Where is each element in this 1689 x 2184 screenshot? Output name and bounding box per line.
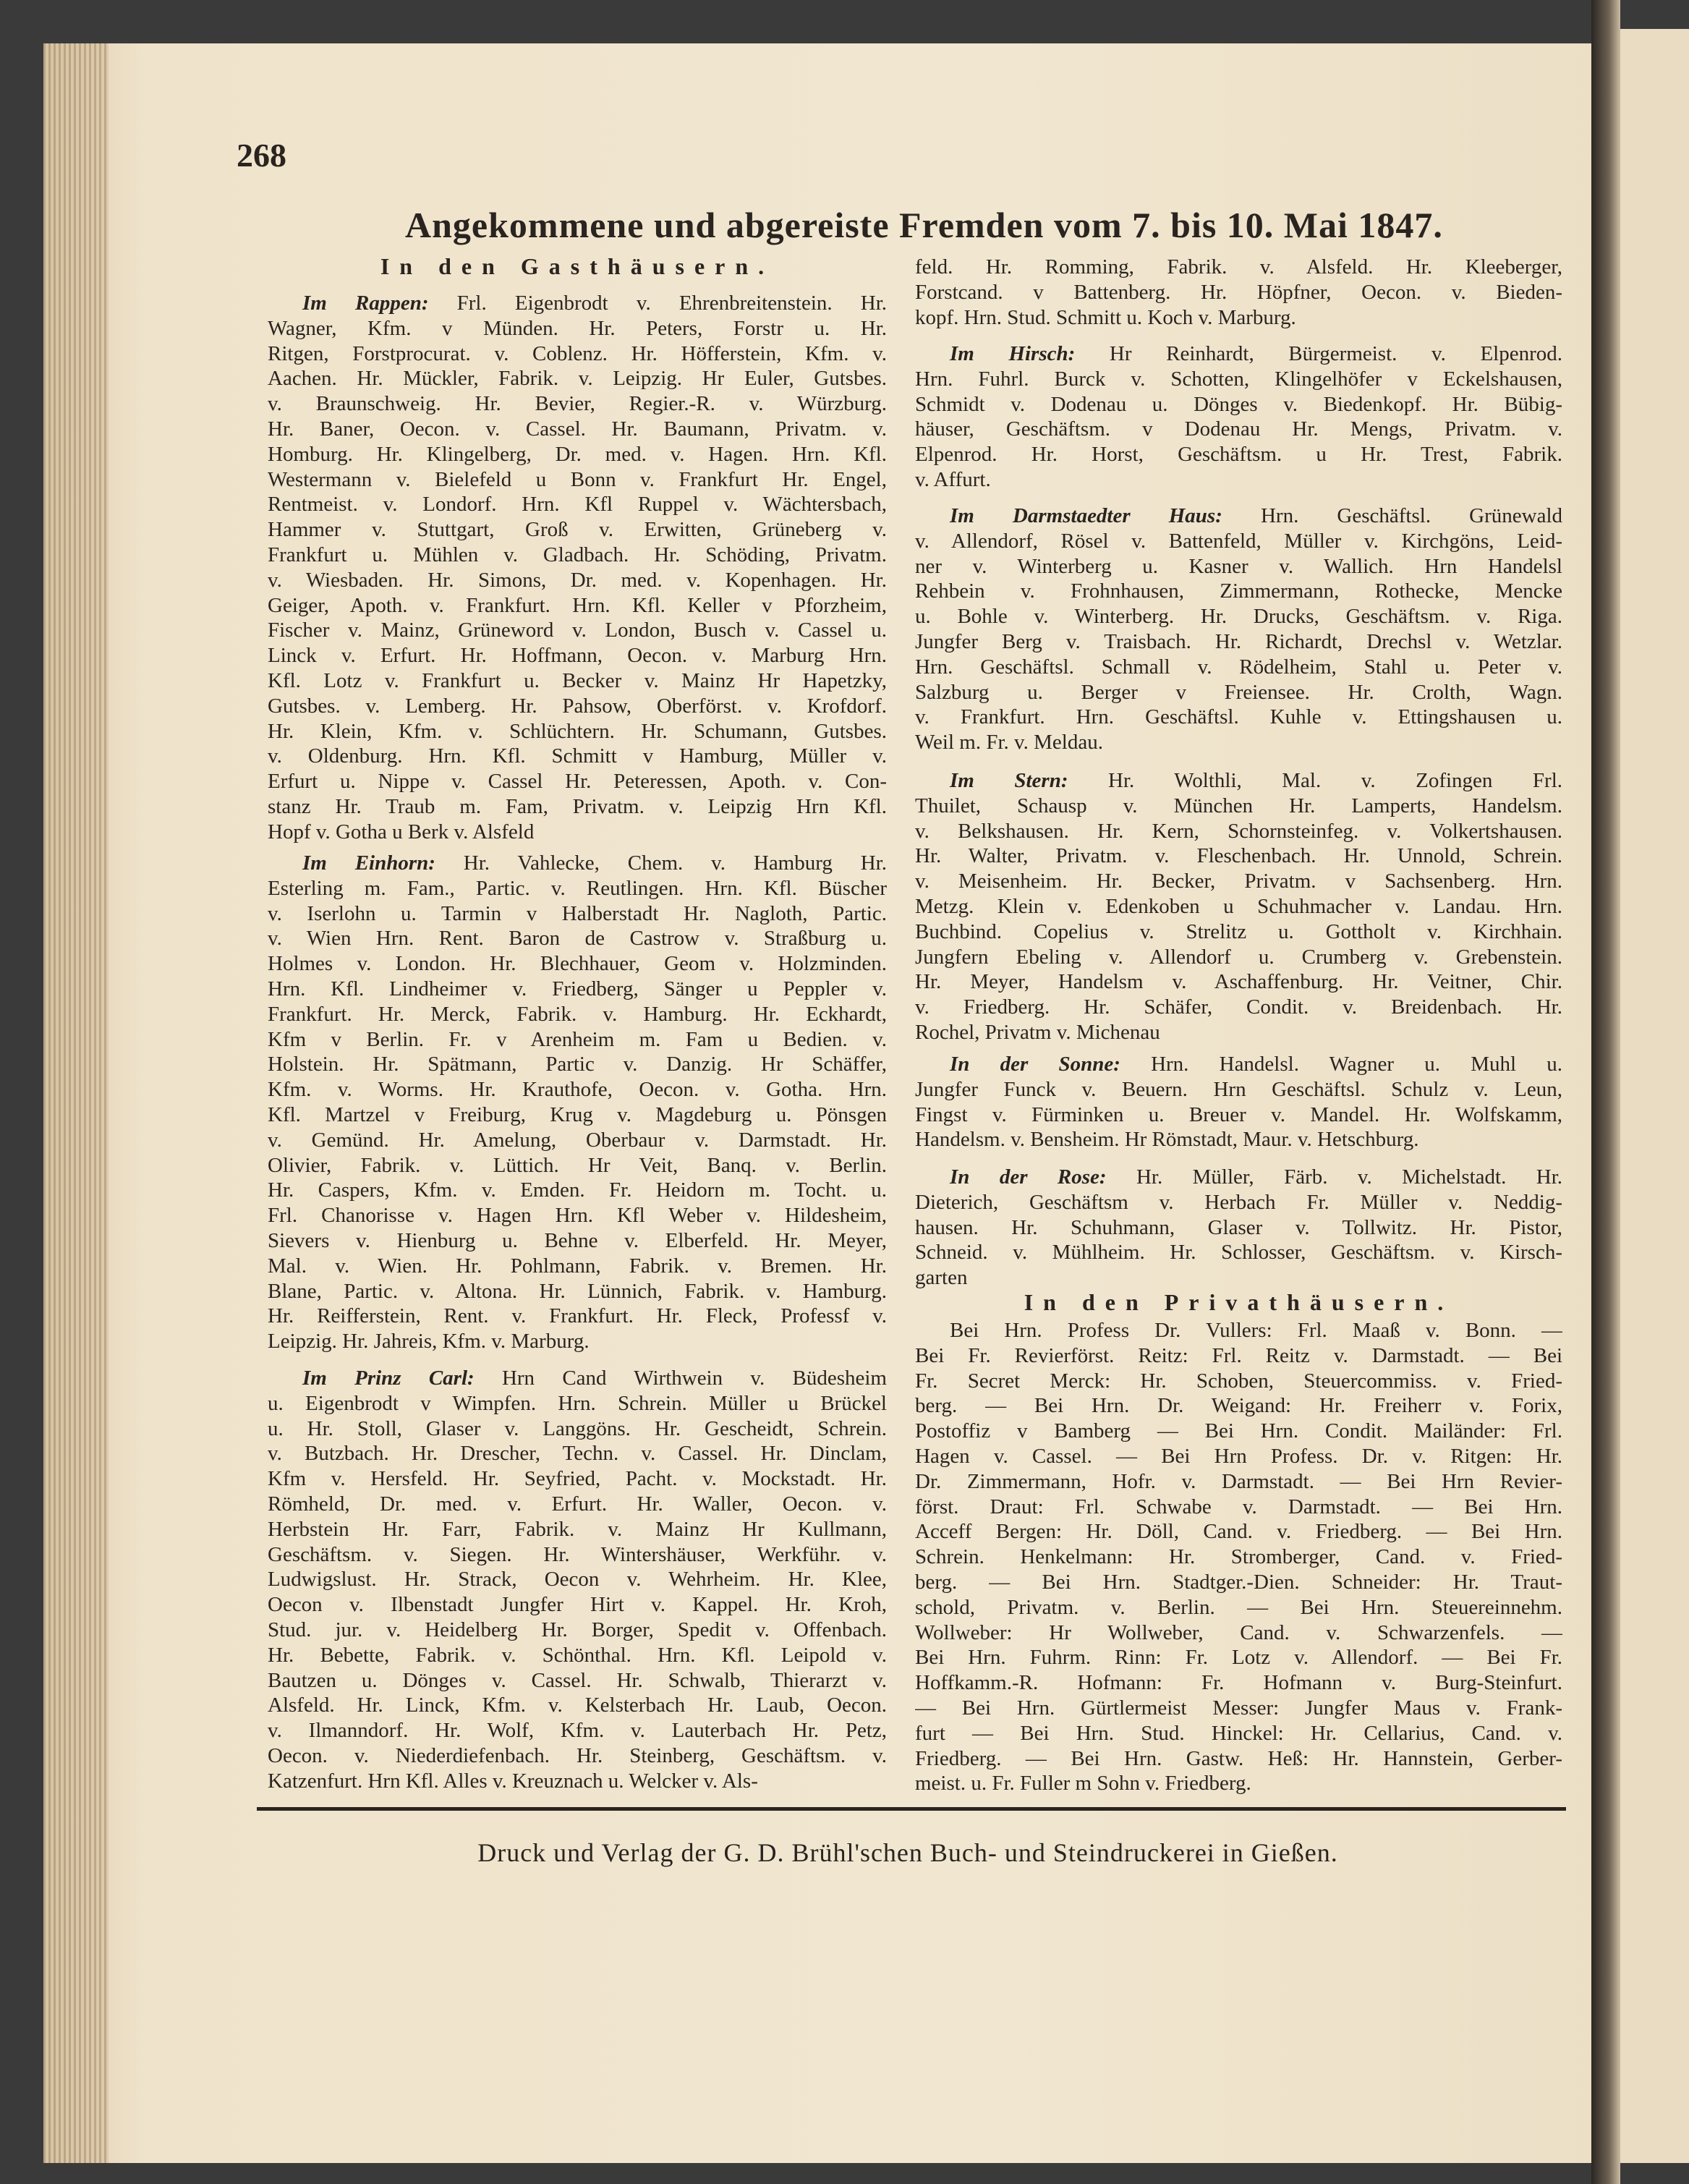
line-text: Wollweber: Hr Wollweber, Cand. v. Schwarzenfels. — [915,1620,1562,1644]
text-line [915,1645,1562,1670]
page-edges [43,43,109,2163]
line-text: Homburg. Hr. Klingelberg, Dr. med. v. Hagen. Hrn. Kfl. [268,442,887,466]
line-text: Hr. Meyer, Handelsm v. Aschaffenburg. Hr. Veitner, Chir. [915,970,1562,994]
line-text: Kfm v. Hersfeld. Hr. Seyfried, Pacht. v. Mockstadt. Hr. [268,1467,887,1491]
line-text: Oecon. v. Niederdiefenbach. Hr. Steinberg, Geschäftsm. v. [268,1743,887,1767]
line-text: Schmidt v. Dodenau u. Dönges v. Biedenkopf. Hr. Bübig- [915,392,1562,416]
line-text: v. Oldenburg. Hrn. Kfl. Schmitt v Hamburg, Müller v. [268,744,887,768]
text-line [915,1419,1562,1444]
text-line [915,442,1562,467]
line-text: Frankfurt. Hr. Merck, Fabrik. v. Hamburg. Hr. Eckhardt, [268,1002,887,1026]
text-line [915,919,1562,945]
text-line [915,1771,1562,1796]
page-number: 268 [237,137,286,174]
text-line [915,794,1562,819]
text-line [915,1721,1562,1746]
line-text: Blane, Partic. v. Altona. Hr. Lünnich, Fabrik. v. Hamburg. [268,1279,887,1303]
text-line [268,618,887,643]
line-text: Friedberg. — Bei Hrn. Gastw. Heß: Hr. Hannstein, Gerber- [915,1746,1562,1770]
text-line [915,1343,1562,1369]
line-text: Ludwigslust. Hr. Strack, Oecon v. Wehrheim. Hr. Klee, [268,1568,887,1592]
line-text: Kfm. v. Worms. Hr. Krauthofe, Oecon. v. Gotha. Hrn. [268,1078,887,1102]
text-line [915,1265,1562,1291]
text-line [915,730,1562,755]
line-text: Hrn. Geschäftsl. Schmall v. Rödelheim, Stahl u. Peter v. [915,655,1562,679]
line-text: berg. — Bei Hrn. Stadtger.-Dien. Schneider: Hr. Traut- [915,1570,1562,1594]
line-text: Weil m. Fr. v. Meldau. [915,731,1103,755]
line-text: Salzburg u. Berger v Freiensee. Hr. Crolth, Wagn. [915,680,1562,704]
line-text: Hrn. Kfl. Lindheimer v. Friedberg, Sänger u Peppler v. [268,977,887,1000]
line-text: Aachen. Hr. Mückler, Fabrik. v. Leipzig. Hr Euler, Gutsbes. [268,367,887,391]
line-text: Hoffkamm.-R. Hofmann: Fr. Hofmann v. Burg-Steinfurt. [915,1671,1562,1695]
text-line [268,951,887,977]
inn-label: Im Prinz Carl: [302,1367,475,1390]
line-text: stanz Hr. Traub m. Fam, Privatm. v. Leipzig Hrn Kfl. [268,794,887,818]
line-text: Ritgen, Forstprocurat. v. Coblenz. Hr. Höfferstein, Kfm. v. [268,341,887,365]
text-line [915,1670,1562,1696]
text-line [268,851,887,876]
text-line [268,820,887,845]
text-line [268,1466,887,1492]
text-line [915,995,1562,1020]
line-text: Frl. Chanorisse v. Hagen Hrn. Kfl Weber v. Hildesheim, [268,1204,887,1228]
section-private [915,1318,1562,1796]
line-text: Jungfer Berg v. Traisbach. Hr. Richardt, Drechsl v. Wetzlar. [915,629,1562,653]
text-line [915,467,1562,493]
line-text: Hr. Wolthli, Mal. v. Zofingen Frl. [1108,769,1562,792]
line-text: Fingst v. Fürminken u. Breuer v. Mandel. Hr. Wolfskamm, [915,1102,1562,1126]
line-text: Hammer v. Stuttgart, Groß v. Erwitten, Grüneberg v. [268,518,887,542]
text-line [915,869,1562,894]
text-line [915,579,1562,604]
text-line [268,719,887,744]
line-text: v. Belkshausen. Hr. Kern, Schornsteinfeg. v. Volkertshausen. [915,819,1562,843]
line-text: Westermann v. Bielefeld u Bonn v. Frankfurt Hr. Engel, [268,467,887,491]
line-text: Sievers v. Hienburg u. Behne v. Elberfeld. Hr. Meyer, [268,1228,887,1252]
text-line [268,517,887,543]
text-line [268,668,887,694]
line-text: Bei Fr. Revierförst. Reitz: Frl. Reitz v. Darmstadt. — Bei [915,1343,1562,1367]
line-text: Forstcand. v Battenberg. Hr. Höpfner, Oecon. v. Bieden- [915,280,1562,304]
line-text: hausen. Hr. Schuhmann, Glaser v. Tollwitz. Hr. Pistor, [915,1215,1562,1239]
line-text: Hrn Cand Wirthwein v. Büdesheim [501,1367,887,1390]
line-text: Hagen v. Cassel. — Bei Hrn Profess. Dr. v. Ritgen: Hr. [915,1444,1562,1468]
line-text: Hr. Reifferstein, Rent. v. Frankfurt. Hr. Fleck, Professf v. [268,1304,887,1328]
line-text: u. Bohle v. Winterberg. Hr. Drucks, Geschäftsm. v. Riga. [915,605,1562,629]
text-line [268,1128,887,1153]
text-line [915,280,1562,305]
text-line [268,1203,887,1228]
line-text: Schrein. Henkelmann: Hr. Stromberger, Cand. v. Fried- [915,1545,1562,1569]
line-text: Erfurt u. Nippe v. Cassel Hr. Peteressen, Apoth. v. Con- [268,770,887,794]
text-line [915,305,1562,331]
line-text: v. Affurt. [915,467,991,491]
line-text: u. Hr. Stoll, Glaser v. Langgöns. Hr. Gescheidt, Schrein. [268,1416,887,1440]
text-line [268,543,887,568]
text-line [268,794,887,820]
line-text: häuser, Geschäftsm. v Dodenau Hr. Mengs, Privatm. v. [915,417,1562,441]
line-text: Hr. Baner, Oecon. v. Cassel. Hr. Baumann, Privatm. v. [268,417,887,441]
line-text: Handelsm. v. Bensheim. Hr Römstadt, Maur. v. Hetschburg. [915,1128,1419,1152]
line-text: Jungfer Funck v. Beuern. Hrn Geschäftsl. Schulz v. Leun, [915,1077,1562,1101]
text-line [915,1369,1562,1394]
text-line [268,1567,887,1592]
line-text: Thuilet, Schausp v. München Hr. Lamperts, Handelsm. [915,794,1562,817]
text-line [268,977,887,1002]
text-line [268,643,887,668]
text-line [915,945,1562,970]
text-line [268,1743,887,1769]
text-line [268,1329,887,1354]
text-line [268,1492,887,1517]
text-line [915,629,1562,655]
text-line [268,1366,887,1391]
line-text: först. Draut: Frl. Schwabe v. Darmstadt. — Bei Hrn. [915,1495,1562,1518]
line-text: Kfl. Martzel v Freiburg, Krug v. Magdeburg u. Pönsgen [268,1102,887,1126]
text-line [915,367,1562,392]
line-text: Linck v. Erfurt. Hr. Hoffmann, Oecon. v. Marburg Hrn. [268,644,887,668]
line-text: Buchbind. Copelius v. Strelitz u. Gottholt v. Kirchhain. [915,919,1562,943]
text-line [915,1215,1562,1241]
text-line [268,1391,887,1416]
line-text: Acceff Bergen: Hr. Döll, Cand. v. Friedberg. — Bei Hrn. [915,1520,1562,1544]
text-line [915,969,1562,995]
text-line [915,1595,1562,1620]
text-line [268,876,887,901]
line-text: Katzenfurt. Hrn Kfl. Alles v. Kreuznach u. Welcker v. Als- [268,1769,758,1793]
text-line [268,1052,887,1077]
text-line [268,694,887,719]
text-line [268,744,887,769]
text-line [915,1165,1562,1190]
page-title: Angekommene und abgereiste Fremden vom 7. bis 10. Mai 1847. [405,205,1443,245]
line-text: Leipzig. Hr. Jahreis, Kfm. v. Marburg. [268,1330,590,1354]
text-line [268,492,887,517]
text-line [268,366,887,391]
line-text: garten [915,1266,968,1290]
text-line [915,1393,1562,1419]
text-line [268,1542,887,1568]
text-line [268,926,887,951]
text-line [915,392,1562,417]
line-text: v. Meisenheim. Hr. Becker, Privatm. v Sachsenberg. Hrn. [915,870,1562,893]
section-rappen [268,291,887,845]
line-text: Frankfurt u. Mühlen v. Gladbach. Hr. Schöding, Privatm. [268,543,887,566]
section-einhorn [268,851,887,1354]
text-line [268,593,887,619]
text-line [268,1618,887,1643]
line-text: Bautzen u. Dönges v. Cassel. Hr. Schwalb, Thierarzt v. [268,1668,887,1692]
line-text: Fischer v. Mainz, Grüneword v. London, Busch v. Cassel u. [268,619,887,642]
text-line [915,554,1562,579]
line-text: Hr. Klein, Kfm. v. Schlüchtern. Hr. Schumann, Gutsbes. [268,719,887,743]
line-text: Rentmeist. v. Londorf. Hrn. Kfl Ruppel v. Wächtersbach, [268,493,887,517]
text-line [915,705,1562,730]
line-text: v. Gemünd. Hr. Amelung, Oberbaur v. Darmstadt. Hr. [268,1128,887,1152]
inn-label: In der Sonne: [950,1053,1120,1076]
text-line [268,1643,887,1668]
text-line [915,1190,1562,1215]
line-text: v. Friedberg. Hr. Schäfer, Condit. v. Breidenbach. Hr. [915,995,1562,1019]
line-text: kopf. Hrn. Stud. Schmitt u. Koch v. Marburg. [915,305,1296,329]
line-text: Hrn. Fuhrl. Burck v. Schotten, Klingelhöfer v Eckelshausen, [915,367,1562,391]
section-darmstaedter-haus [915,503,1562,755]
text-line [915,1620,1562,1646]
inn-label: Im Darmstaedter Haus: [950,504,1222,527]
line-text: Alsfeld. Hr. Linck, Kfm. v. Kelsterbach Hr. Laub, Oecon. [268,1694,887,1717]
line-text: Holmes v. London. Hr. Blechhauer, Geom v. Holzminden. [268,952,887,976]
text-line [268,1441,887,1466]
text-line [915,1077,1562,1102]
imprint-footer: Druck und Verlag der G. D. Brühl'schen Buch- und Steindruckerei in Gießen. [477,1838,1338,1867]
line-text: Frl. Eigenbrodt v. Ehrenbreitenstein. Hr. [456,292,887,315]
text-line [915,1495,1562,1520]
line-text: Rochel, Privatm v. Michenau [915,1020,1160,1044]
text-line [268,1027,887,1053]
text-line [268,769,887,794]
text-line [915,341,1562,367]
line-text: Rehbein v. Frohnhausen, Zimmermann, Rothecke, Mencke [915,579,1562,603]
text-line [915,417,1562,442]
text-line [268,341,887,367]
section-prinz-carl [268,1366,887,1794]
line-text: Hr Reinhardt, Bürgermeist. v. Elpenrod. [1109,342,1562,365]
section-stern [915,768,1562,1045]
text-line [268,1279,887,1304]
line-text: Bei Hrn. Fuhrm. Rinn: Fr. Lotz v. Allendorf. — Bei Fr. [915,1646,1562,1670]
line-text: Olivier, Fabrik. v. Lüttich. Hr Veit, Banq. v. Berlin. [268,1153,887,1177]
line-text: Hr. Walter, Privatm. v. Fleschenbach. Hr. Unnold, Schrein. [915,844,1562,868]
line-text: v. Braunschweig. Hr. Bevier, Regier.-R. v. Würzburg. [268,392,887,416]
text-line [915,1519,1562,1544]
line-text: berg. — Bei Hrn. Dr. Weigand: Hr. Freiherr v. Forix, [915,1394,1562,1418]
line-text: v. Frankfurt. Hrn. Geschäftsl. Kuhle v. Ettingshausen u. [915,705,1562,729]
heading-private: In den Privathäusern. [1024,1289,1454,1315]
text-line [915,503,1562,529]
line-text: Fr. Secret Merck: Hr. Schoben, Steuercommiss. v. Fried- [915,1369,1562,1393]
line-text: Hrn. Handelsl. Wagner u. Muhl u. [1151,1053,1562,1076]
line-text: v. Wien Hrn. Rent. Baron de Castrow v. Straßburg u. [268,927,887,951]
inn-label: In der Rose: [950,1165,1107,1189]
line-text: Oecon v. Ilbenstadt Jungfer Hirt v. Kappel. Hr. Kroh, [268,1593,887,1617]
line-text: u. Eigenbrodt v Wimpfen. Hrn. Schrein. Müller u Brückel [268,1391,887,1415]
line-text: Herbstein Hr. Farr, Fabrik. v. Mainz Hr Kullmann, [268,1517,887,1541]
line-text: Gutsbes. v. Lemberg. Hr. Pahsow, Oberförst. v. Krofdorf. [268,694,887,718]
line-text: Esterling m. Fam., Partic. v. Reutlingen. Hrn. Kfl. Büscher [268,876,887,900]
divider-rule [257,1807,1566,1811]
text-line [915,1020,1562,1045]
text-line [268,467,887,493]
text-line [268,417,887,442]
line-text: Hopf v. Gotha u Berk v. Alsfeld [268,820,535,844]
text-line [268,391,887,417]
line-text: v. Ilmanndorf. Hr. Wolf, Kfm. v. Lauterbach Hr. Petz, [268,1719,887,1743]
line-text: Holstein. Hr. Spätmann, Partic v. Danzig. Hr Schäffer, [268,1053,887,1076]
line-text: meist. u. Fr. Fuller m Sohn v. Friedberg. [915,1772,1251,1796]
section-rose [915,1165,1562,1291]
text-line [268,1254,887,1279]
line-text: Hr. Vahlecke, Chem. v. Hamburg Hr. [463,851,887,875]
line-text: Dr. Zimmermann, Hofr. v. Darmstadt. — Bei Hrn Revier- [915,1469,1562,1493]
text-line [268,1517,887,1542]
line-text: feld. Hr. Romming, Fabrik. v. Alsfeld. Hr. Kleeberger, [915,255,1562,279]
text-line [268,1718,887,1743]
text-line [915,255,1562,280]
heading-inns: In den Gasthäusern. [380,253,775,279]
line-text: — Bei Hrn. Gürtlermeist Messer: Jungfer Maus v. Frank- [915,1696,1562,1720]
text-line [268,1693,887,1718]
text-line [915,844,1562,869]
line-text: Wagner, Kfm. v Münden. Hr. Peters, Forstr u. Hr. [268,316,887,340]
line-text: furt — Bei Hrn. Stud. Hinckel: Hr. Cellarius, Cand. v. [915,1721,1562,1745]
text-line [268,1592,887,1618]
text-line [268,1077,887,1102]
text-line [915,1318,1562,1343]
text-line [915,894,1562,919]
inn-label: Im Einhorn: [302,851,435,875]
text-line [915,1570,1562,1595]
line-text: Stud. jur. v. Heidelberg Hr. Borger, Spedit v. Offenbach. [268,1618,887,1641]
line-text: Geiger, Apoth. v. Frankfurt. Hrn. Kfl. Keller v Pforzheim, [268,593,887,617]
line-text: ner v. Winterberg u. Kasner v. Wallich. Hrn Handelsl [915,554,1562,578]
line-text: Elpenrod. Hr. Horst, Geschäftsm. u Hr. Trest, Fabrik. [915,443,1562,467]
line-text: Hrn. Geschäftsl. Grünewald [1260,504,1562,527]
line-text: v. Wiesbaden. Hr. Simons, Dr. med. v. Kopenhagen. Hr. [268,568,887,592]
facing-page [1620,29,1689,2163]
text-line [268,1178,887,1203]
text-line [268,1002,887,1027]
inn-label: Im Hirsch: [950,342,1076,365]
text-line [915,529,1562,554]
line-text: v. Iserlohn u. Tarmin v Halberstadt Hr. Nagloth, Partic. [268,901,887,925]
line-text: Mal. v. Wien. Hr. Pohlmann, Fabrik. v. Bremen. Hr. [268,1254,887,1278]
text-line [915,768,1562,794]
line-text: schold, Privatm. v. Berlin. — Bei Hrn. Steuereinnehm. [915,1595,1562,1619]
text-line [268,291,887,316]
text-line [915,655,1562,680]
line-text: Jungfern Ebeling v. Allendorf u. Crumberg v. Grebenstein. [915,945,1562,969]
text-line [915,1544,1562,1570]
text-line [915,1746,1562,1772]
text-line [915,819,1562,844]
text-line [268,1153,887,1178]
book-gutter [1591,0,1620,2184]
text-line [915,1102,1562,1128]
line-text: Postoffiz v Bamberg — Bei Hrn. Condit. Mailänder: Frl. [915,1419,1562,1443]
line-text: Römheld, Dr. med. v. Erfurt. Hr. Waller, Oecon. v. [268,1492,887,1516]
line-text: Kfl. Lotz v. Frankfurt u. Becker v. Mainz Hr Hapetzky, [268,668,887,692]
line-text: v. Butzbach. Hr. Drescher, Techn. v. Cassel. Hr. Dinclam, [268,1442,887,1466]
line-text: Metzg. Klein v. Edenkoben u Schuhmacher v. Landau. Hrn. [915,894,1562,918]
text-line [268,1416,887,1442]
text-line [268,1228,887,1254]
section-continued [915,255,1562,330]
text-line [268,1102,887,1128]
line-text: Kfm v Berlin. Fr. v Arenheim m. Fam u Bedien. v. [268,1027,887,1051]
text-line [268,442,887,467]
line-text: Dieterich, Geschäftsm v. Herbach Fr. Müller v. Neddig- [915,1190,1562,1214]
line-text: v. Allendorf, Rösel v. Battenfeld, Müller v. Kirchgöns, Leid- [915,529,1562,553]
section-sonne [915,1052,1562,1152]
text-line [915,680,1562,705]
text-line [268,1668,887,1694]
text-line [268,1769,887,1794]
text-line [915,1444,1562,1469]
text-line [268,901,887,927]
inn-label: Im Stern: [950,769,1068,792]
text-line [915,1696,1562,1721]
line-text: Bei Hrn. Profess Dr. Vullers: Frl. Maaß v. Bonn. — [950,1319,1562,1342]
text-line [915,1469,1562,1495]
text-line [915,1052,1562,1077]
text-line [915,604,1562,629]
line-text: Schneid. v. Mühlheim. Hr. Schlosser, Geschäftsm. v. Kirsch- [915,1241,1562,1265]
line-text: Hr. Caspers, Kfm. v. Emden. Fr. Heidorn m. Tocht. u. [268,1178,887,1202]
text-line [268,316,887,341]
section-hirsch [915,341,1562,493]
inn-label: Im Rappen: [302,292,429,315]
text-line [915,1127,1562,1152]
line-text: Hr. Müller, Färb. v. Michelstadt. Hr. [1136,1165,1562,1189]
text-line [915,1240,1562,1265]
text-line [268,1304,887,1329]
line-text: Hr. Bebette, Fabrik. v. Schönthal. Hrn. Kfl. Leipold v. [268,1643,887,1667]
text-line [268,568,887,593]
line-text: Geschäftsm. v. Siegen. Hr. Wintershäuser, Werkführ. v. [268,1542,887,1566]
